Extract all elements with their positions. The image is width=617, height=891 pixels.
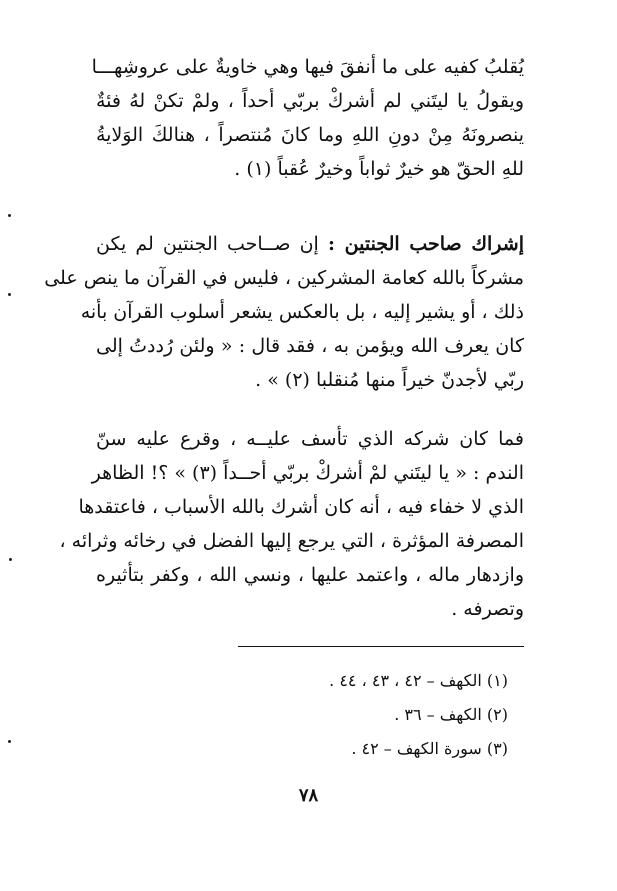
paragraph-2-line: ذلك ، أو يشير إليه ، بل بالعكس يشعر أسلوب القرآن بأنه (80, 301, 524, 323)
footnote-2: (٢) الكهف – ٣٦ . (394, 705, 508, 724)
paragraph-1-line: يُقلبُ كفيه على ما أنفقَ فيها وهي خاويةٌ على عروشِهـــا (91, 56, 524, 78)
paragraph-2-line: كان يعرف الله ويؤمن به ، فقد قال : « ولئن رُددتُ إلى (96, 335, 524, 357)
paragraph-3-line: الندم : « يا ليتَني لمْ أشركْ بربّي أحــداً (٣) » ؟! الظاهر (91, 462, 524, 484)
paragraph-1-line: ينصرونَهُ مِنْ دونِ اللهِ وما كانَ مُنتصراً ، هنالكَ الوَلايةُ (96, 124, 524, 146)
footnote-1: (١) الكهف – ٤٢ ، ٤٣ ، ٤٤ . (329, 671, 508, 690)
footnotes (96, 664, 508, 766)
paragraph-3-line: الذي لا خفاء فيه ، أنه كان أشرك بالله الأسباب ، فاعتقدها (78, 496, 524, 518)
scan-speck (8, 293, 11, 296)
footnote-divider (238, 646, 524, 647)
section-heading: إشراك صاحب الجنتين : (327, 233, 524, 255)
paragraph-3-line: وتصرفه . (451, 598, 524, 620)
footnote-3: (٣) سورة الكهف – ٤٢ . (351, 739, 508, 758)
paragraph-2-line: إن صــاحب الجنتين لم يكن (96, 233, 328, 255)
scan-speck (8, 214, 11, 217)
page-number: ٧٨ (298, 785, 319, 806)
paragraph-2 (44, 227, 524, 397)
paragraph-3-line: فما كان شركه الذي تأسف عليــه ، وقرع عليه سنّ (96, 428, 524, 450)
paragraph-3-line: وازدهار ماله ، واعتمد عليها ، ونسي الله ، وكفر بتأثيره (96, 564, 524, 586)
paragraph-1-line: ويقولُ يا ليتَني لم أشركْ بربّي أحداً ، ولمْ تكنْ لهُ فئةٌ (96, 90, 524, 112)
paragraph-1 (91, 50, 524, 186)
scan-speck (9, 558, 12, 561)
paragraph-1-line: للهِ الحقّ هو خيرٌ ثواباً وخيرٌ عُقباً (١) . (234, 158, 524, 180)
paragraph-2-line: مشركاً بالله كعامة المشركين ، فليس في القرآن ما ينص على (44, 267, 524, 289)
paragraph-3-line: المصرفة المؤثرة ، التي يرجع إليها الفضل في رخائه وثرائه ، (59, 530, 524, 552)
paragraph-2-first-line (96, 227, 524, 261)
paragraph-2-line: ربّي لأجدنّ خيراً منها مُنقلبا (٢) » . (255, 369, 524, 391)
scan-speck (8, 740, 11, 743)
paragraph-3 (59, 422, 524, 626)
